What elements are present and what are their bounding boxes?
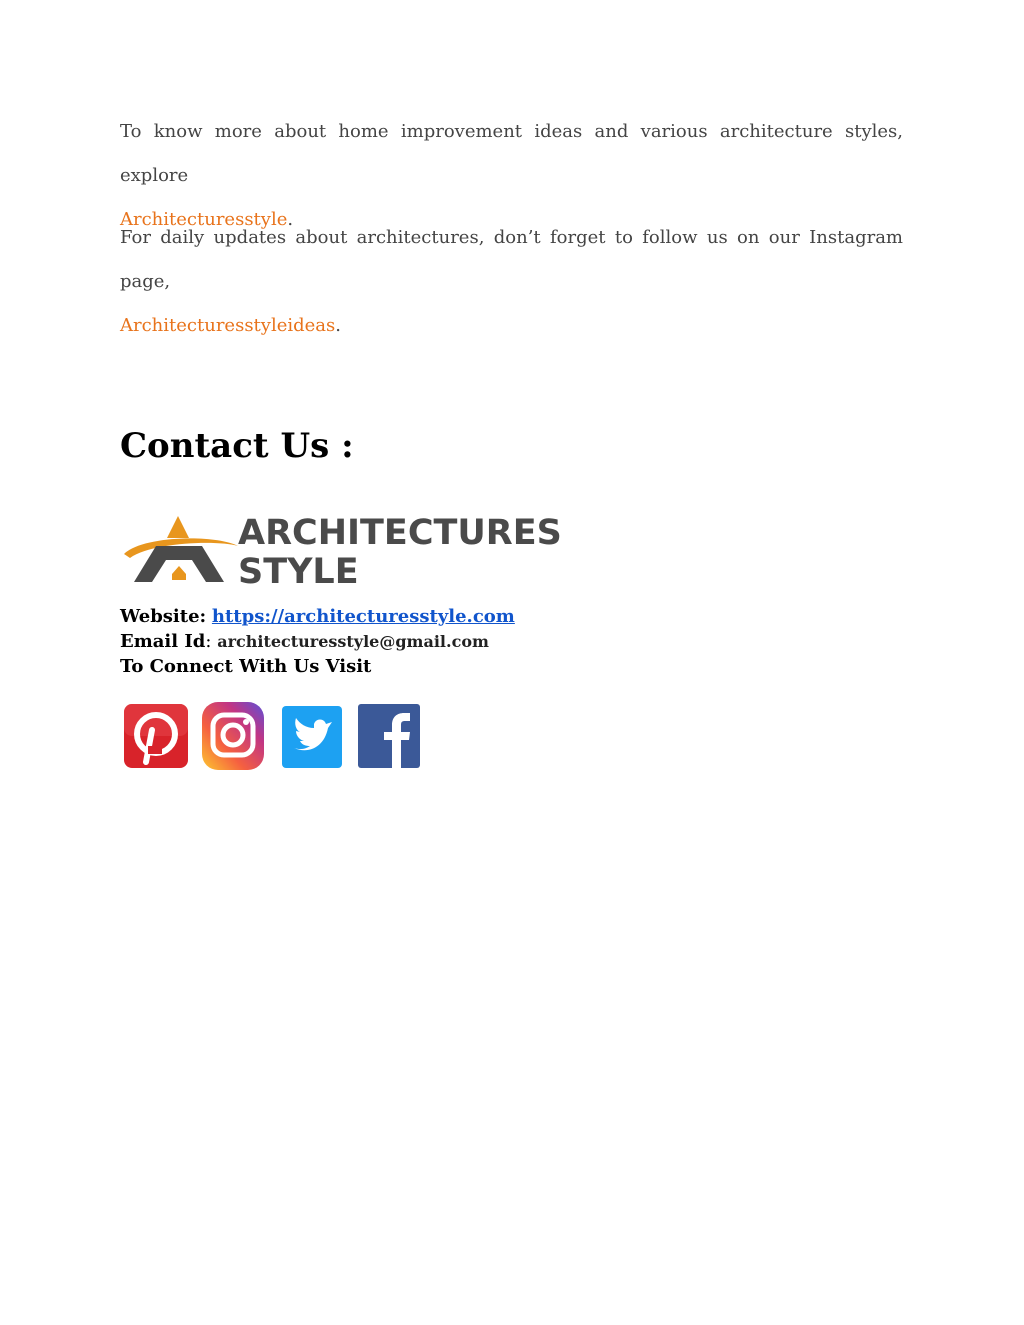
paragraph-last-line [120,304,903,348]
paragraph-text: For daily updates about architectures, don’t forget to follow us on our Instagram page, [120,227,903,292]
contact-details [120,604,515,679]
website-row [120,604,515,629]
paragraph-period: . [335,315,342,336]
architecturesstyle-link[interactable]: Architecturesstyle [120,209,288,230]
email-row [120,629,515,654]
connect-label: To Connect With Us Visit [120,656,372,677]
paragraph-text: To know more about home improvement ideas and various architecture styles, explore [120,121,903,186]
logo-text-line2: STYLE [238,552,359,590]
pinterest-icon[interactable] [122,700,190,770]
website-label: Website: [120,606,207,627]
contact-heading: Contact Us : [120,426,354,466]
email-value: architecturesstyle@gmail.com [217,632,489,651]
paragraph-instagram [120,216,903,348]
email-label: Email Id [120,631,206,652]
email-separator: : [205,631,212,652]
website-link[interactable]: https://architecturesstyle.com [211,606,515,627]
logo-text-line1: ARCHITECTURES [238,513,562,553]
architectures-style-logo [122,508,562,590]
architecturesstyleideas-link[interactable]: Architecturesstyleideas [120,315,336,336]
twitter-icon[interactable] [280,700,344,770]
paragraph-period: . [287,209,294,230]
connect-row [120,654,515,679]
facebook-icon[interactable] [356,700,422,770]
instagram-icon[interactable] [200,700,266,772]
